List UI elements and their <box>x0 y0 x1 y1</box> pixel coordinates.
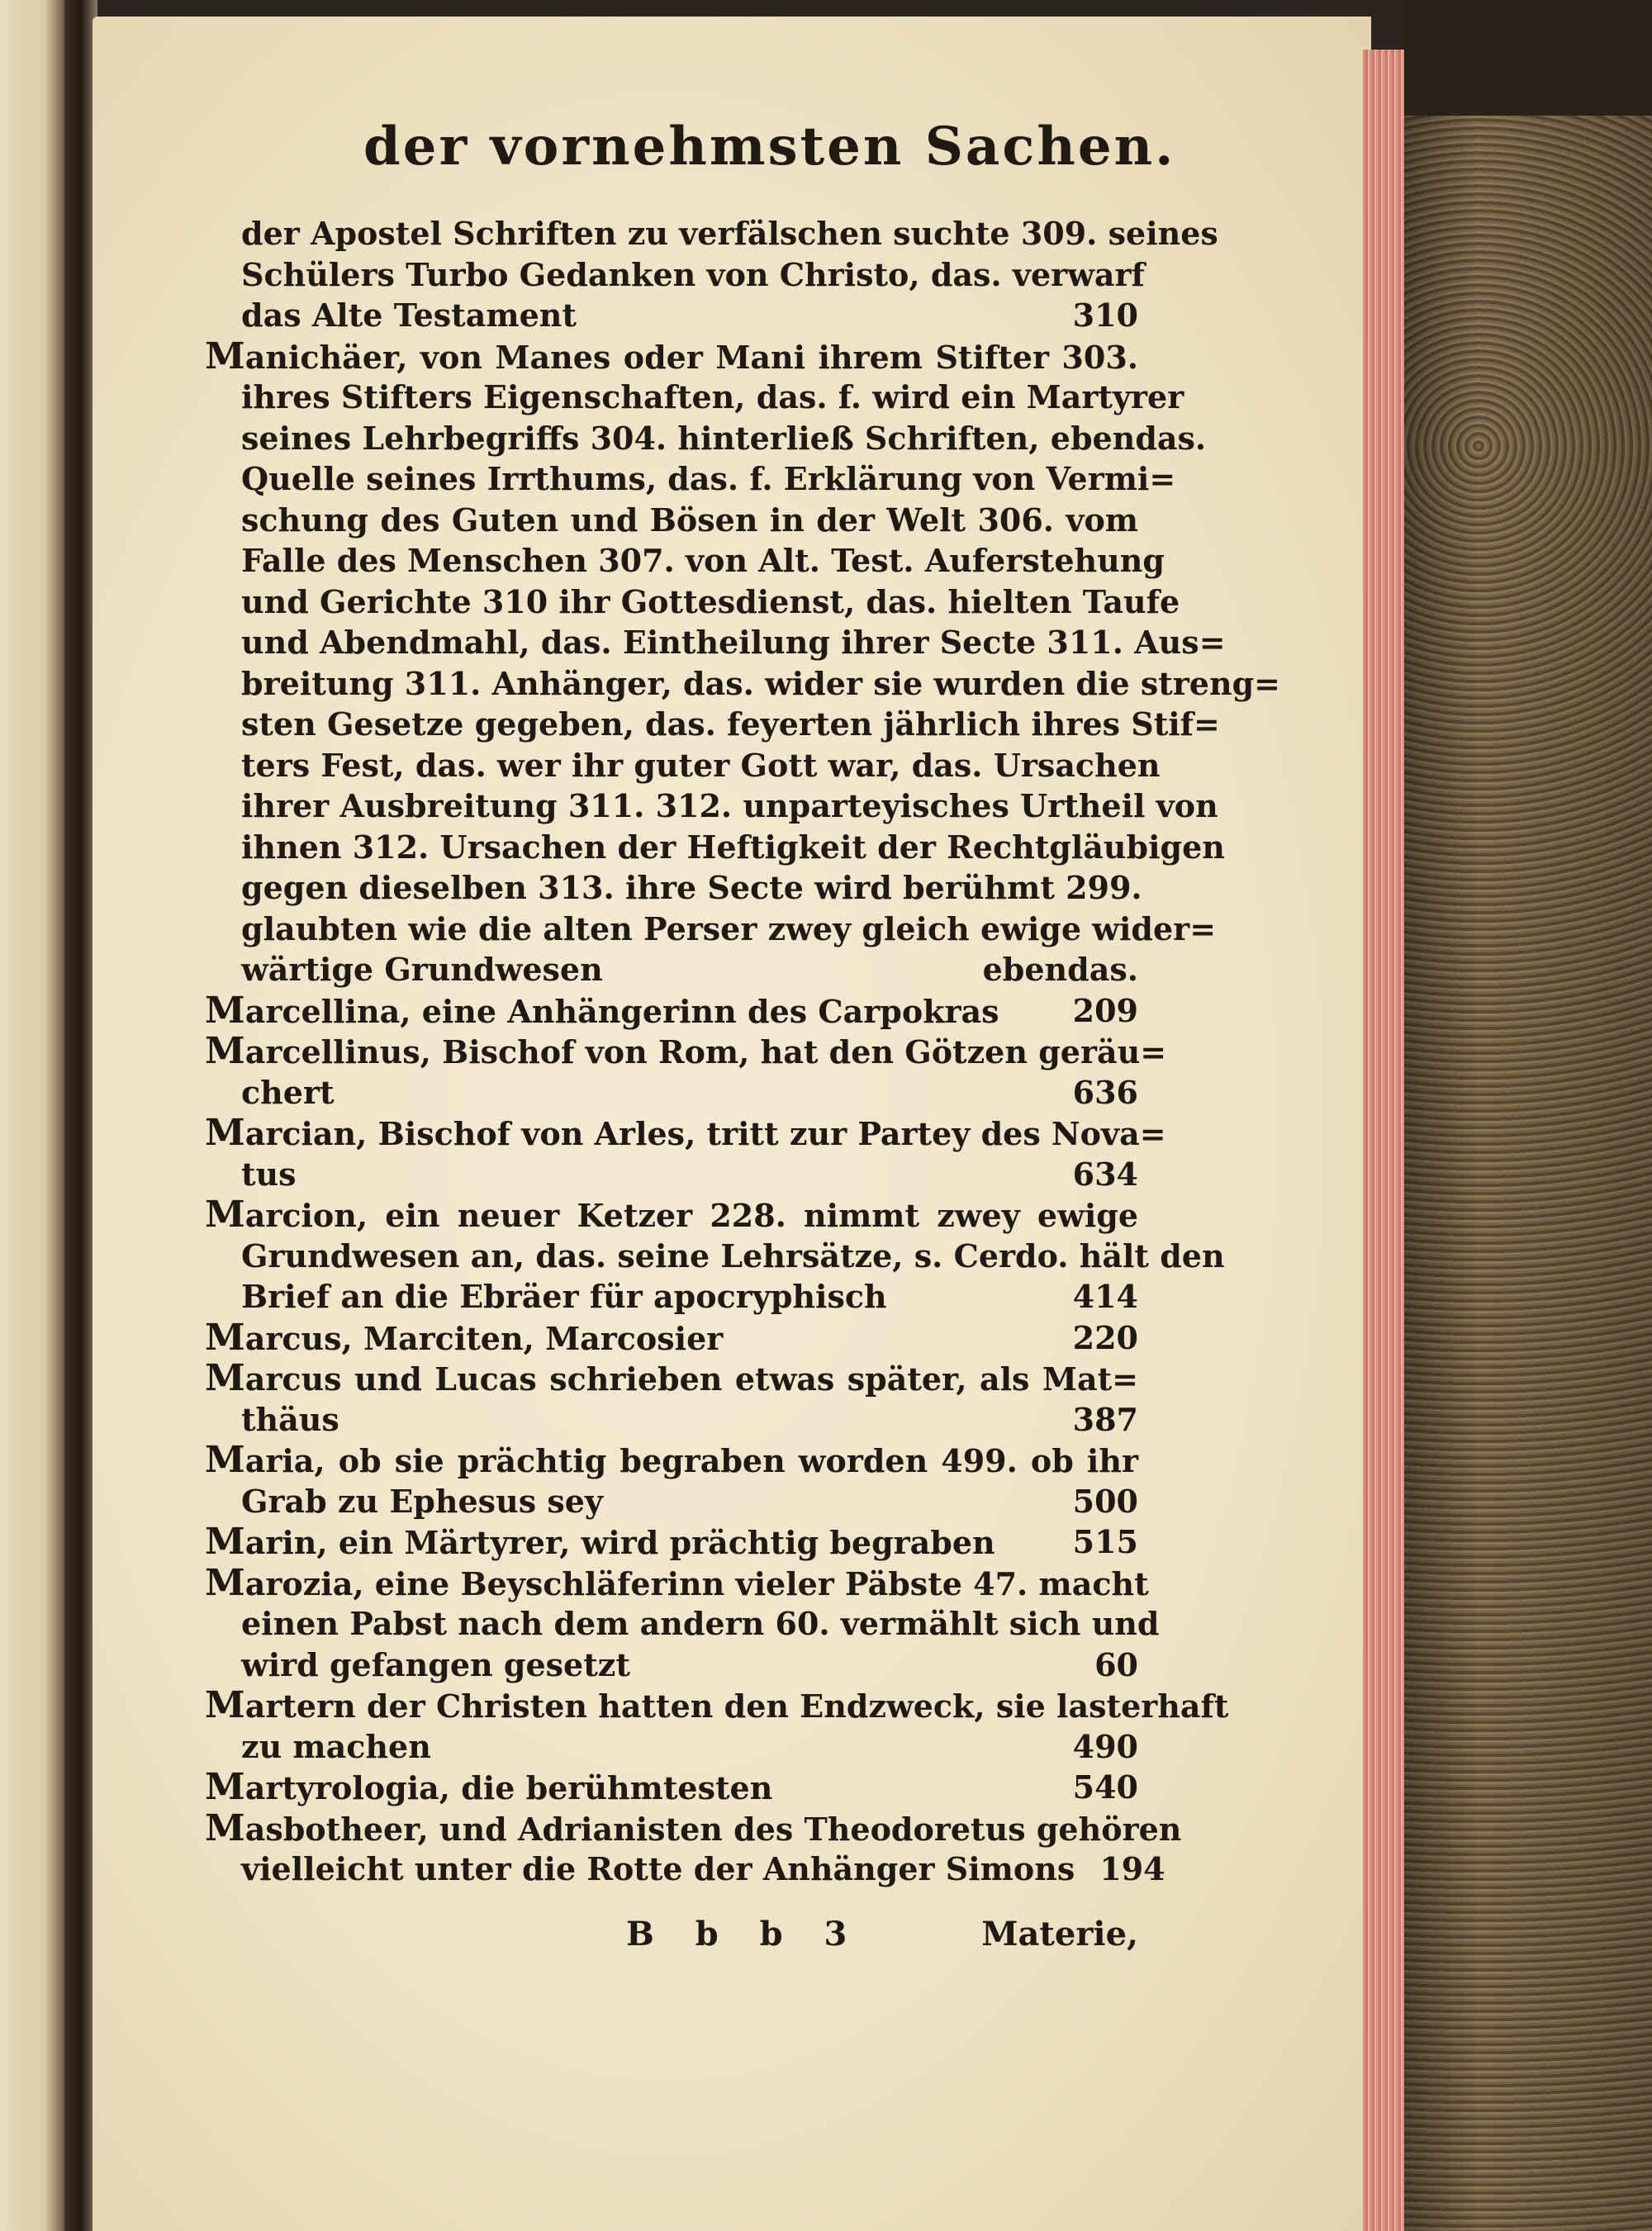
index-line <box>205 500 1138 541</box>
line-text: vielleicht unter die Rotte der Anhänger Simons <box>241 1850 1075 1887</box>
index-entry-head <box>205 1684 1229 1726</box>
index-line <box>205 581 1180 623</box>
index-entry-head <box>205 1521 1138 1563</box>
index-line <box>205 867 1142 909</box>
line-text: ihnen 312. Ursachen der Heftigkeit der Rechtgläubigen <box>241 828 1225 866</box>
line-text: Schülers Turbo Gedanken von Christo, das. verwarf <box>241 255 1145 293</box>
line-text: schung des Guten und Bösen in der Welt 306. vom <box>241 501 1138 539</box>
line-text: tus <box>241 1155 297 1193</box>
index-line <box>205 1236 1225 1277</box>
page-reference: 636 <box>1072 1073 1138 1111</box>
page-reference: ebendas. <box>982 951 1138 988</box>
index-line <box>205 1603 1160 1645</box>
index-line <box>205 622 1226 663</box>
page-reference: 209 <box>1072 991 1138 1029</box>
index-entry-head <box>205 1561 1149 1604</box>
index-text <box>205 213 1281 1890</box>
index-line <box>205 1399 1138 1441</box>
line-text: Martern der Christen hatten den Endzweck, sie lasterhaft <box>205 1684 1229 1726</box>
line-text: Marcion, ein neuer Ketzer 228. nimmt zwey ewige <box>205 1194 1138 1236</box>
index-entry-head <box>205 1767 1138 1808</box>
line-text: und Abendmahl, das. Eintheilung ihrer Secte 311. Aus= <box>241 624 1226 661</box>
line-text: thäus <box>241 1400 339 1438</box>
index-line <box>205 540 1165 581</box>
line-text: Marin, ein Märtyrer, wird prächtig begraben <box>205 1521 995 1563</box>
line-text: Brief an die Ebräer für apocryphisch <box>241 1278 887 1315</box>
line-text: glaubten wie die alten Perser zwey gleich ewige wider= <box>241 909 1217 947</box>
index-line <box>205 458 1176 500</box>
page-reference: 414 <box>1072 1278 1138 1315</box>
index-line <box>205 745 1161 786</box>
index-entry-head <box>205 1358 1138 1399</box>
index-line <box>205 254 1145 296</box>
line-text: Marcus, Marciten, Marcosier <box>205 1316 724 1359</box>
line-text: der Apostel Schriften zu verfälschen suchte 309. seines <box>241 215 1218 252</box>
line-text: Marcellinus, Bischof von Rom, hat den Götzen geräu= <box>205 1030 1167 1072</box>
line-text: Masbotheer, und Adrianisten des Theodoretus gehören <box>205 1806 1182 1849</box>
line-text: Quelle seines Irrthums, das. f. Erklärung von Vermi= <box>241 460 1176 497</box>
index-line <box>205 1849 1165 1890</box>
page-reference: 490 <box>1072 1727 1138 1765</box>
index-line <box>205 1072 1138 1113</box>
index-line <box>205 786 1218 827</box>
line-text: chert <box>241 1073 335 1111</box>
page-reference: 515 <box>1072 1523 1138 1560</box>
line-text: Martyrologia, die berühmtesten <box>205 1766 773 1808</box>
page-reference: 500 <box>1072 1482 1138 1520</box>
index-line <box>205 1276 1138 1317</box>
line-text: seines Lehrbegriffs 304. hinterließ Schriften, ebendas. <box>241 419 1207 457</box>
index-line <box>205 827 1225 868</box>
line-text: sten Gesetze gegeben, das. feyerten jährlich ihres Stif= <box>241 705 1220 743</box>
background-shadow <box>1404 0 1652 116</box>
page-reference: 194 <box>1099 1850 1165 1887</box>
line-text: Maria, ob sie prächtig begraben worden 499. ob ihr <box>205 1439 1138 1481</box>
index-line <box>205 909 1217 950</box>
line-text: Marcus und Lucas schrieben etwas später, als Mat= <box>205 1357 1138 1399</box>
line-text: zu machen <box>241 1727 431 1765</box>
line-text: Marozia, eine Beyschläferinn vieler Päbste 47. macht <box>205 1561 1149 1604</box>
page-reference: 310 <box>1072 297 1138 334</box>
page-reference: 220 <box>1072 1318 1138 1356</box>
page-footer <box>205 1915 1138 1956</box>
index-entry-head <box>205 1806 1182 1849</box>
index-entry-head <box>205 1194 1138 1236</box>
line-text: Manichäer, von Manes oder Mani ihrem Stifter 303. <box>205 335 1138 377</box>
line-text: gegen dieselben 313. ihre Secte wird berühmt 299. <box>241 869 1142 906</box>
line-text: das Alte Testament <box>241 297 577 334</box>
index-line <box>205 949 1138 990</box>
index-entry-head <box>205 1112 1166 1154</box>
index-line <box>205 663 1281 705</box>
line-text: Grab zu Ephesus sey <box>241 1482 603 1520</box>
book-cover-board <box>1404 0 1652 2231</box>
index-line <box>205 1726 1138 1768</box>
line-text: Marcellina, eine Anhängerinn des Carpokras <box>205 989 999 1032</box>
line-text: Falle des Menschen 307. von Alt. Test. Auferstehung <box>241 542 1165 579</box>
index-entry-head <box>205 1317 1138 1359</box>
page-reference: 634 <box>1072 1155 1138 1193</box>
line-text: ihrer Ausbreitung 311. 312. unparteyisches Urtheil von <box>241 787 1218 824</box>
index-line <box>205 1645 1138 1686</box>
line-text: ters Fest, das. wer ihr guter Gott war, das. Ursachen <box>241 746 1161 784</box>
index-entry-head <box>205 990 1138 1032</box>
index-line <box>205 213 1218 254</box>
line-text: Grundwesen an, das. seine Lehrsätze, s. Cerdo. hält den <box>241 1237 1225 1275</box>
index-line <box>205 377 1184 418</box>
line-text: einen Pabst nach dem andern 60. vermählt sich und <box>241 1605 1160 1642</box>
catchword: Materie, <box>981 1915 1138 1953</box>
page-reference: 540 <box>1072 1768 1138 1806</box>
line-text: Marcian, Bischof von Arles, tritt zur Partey des Nova= <box>205 1112 1166 1154</box>
page-reference: 60 <box>1094 1645 1138 1683</box>
running-header: der vornehmsten Sachen. <box>363 116 1176 178</box>
index-line <box>205 295 1138 336</box>
page-reference: 387 <box>1072 1400 1138 1438</box>
index-entry-head <box>205 1440 1138 1481</box>
printer-signature: B b b 3 <box>626 1915 862 1953</box>
line-text: wärtige Grundwesen <box>241 951 603 988</box>
index-line <box>205 1481 1138 1522</box>
line-text: wird gefangen gesetzt <box>241 1645 630 1683</box>
index-entry-head <box>205 1030 1167 1072</box>
line-text: und Gerichte 310 ihr Gottesdienst, das. hielten Taufe <box>241 582 1180 620</box>
line-text: breitung 311. Anhänger, das. wider sie wurden die streng= <box>241 664 1281 702</box>
line-text: ihres Stifters Eigenschaften, das. f. wird ein Martyrer <box>241 378 1184 415</box>
index-line <box>205 704 1220 745</box>
facing-page-edge <box>0 0 64 2231</box>
index-entry-head <box>205 336 1138 377</box>
index-line <box>205 418 1207 459</box>
index-line <box>205 1154 1138 1195</box>
